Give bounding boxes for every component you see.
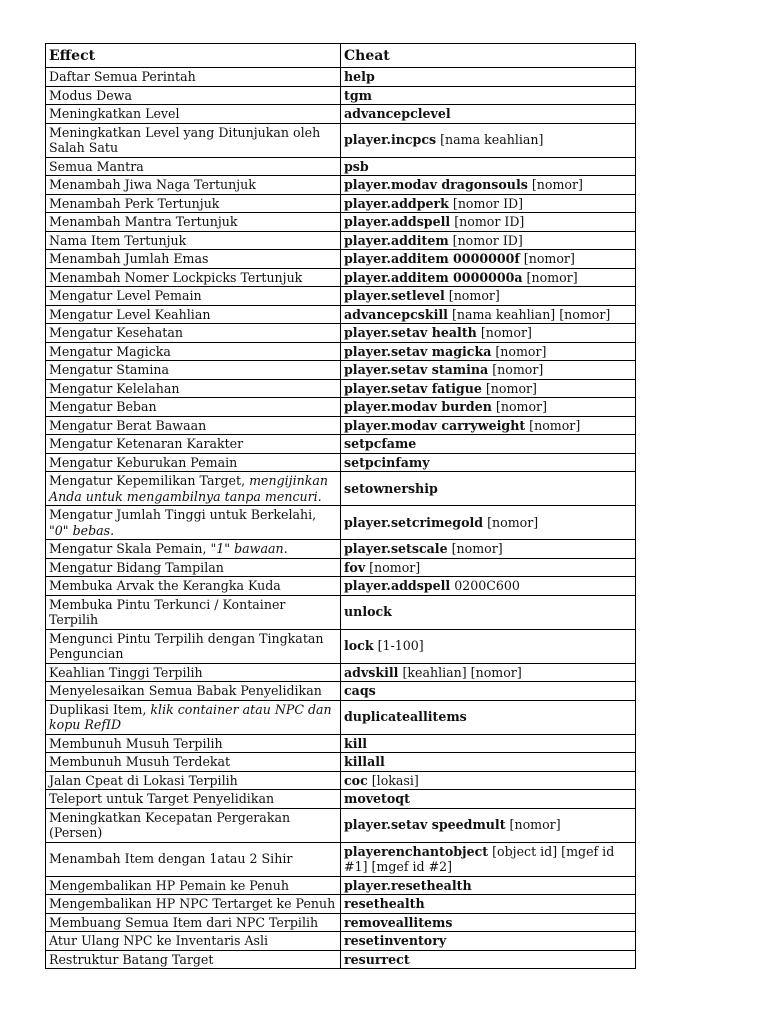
cheat-command: coc [344,772,368,788]
cheat-command: player.setav fatigue [344,380,482,396]
table-row [46,506,636,540]
table-row [46,753,636,772]
cheat-cell [341,950,636,969]
cheat-command: kill [344,735,368,751]
cheat-cell [341,472,636,506]
cheat-argument: [nomor] [365,559,421,575]
cheat-cell [341,913,636,932]
effect-text: Mengatur Ketenaran Karakter [49,436,244,451]
cheat-command: setpcinfamy [344,454,430,470]
cheat-argument: [nomor ID] [448,232,523,248]
cheat-command: killall [344,754,385,769]
table-row [46,416,636,435]
table-row [46,540,636,559]
cheat-cell [341,416,636,435]
cheat-cell [341,663,636,682]
effect-note: "1" bawaan. [210,541,288,556]
effect-cell [46,305,341,324]
effect-text: Menambah Nomer Lockpicks Tertunjuk [49,269,303,285]
cheat-command: resethealth [344,896,425,911]
table-row [46,361,636,380]
table-row [46,577,636,596]
table-row [46,379,636,398]
cheat-cell [341,700,636,734]
table-row [46,472,636,506]
cheat-cell [341,435,636,454]
table-row [46,842,636,876]
effect-cell [46,379,341,398]
cheat-argument: [nomor] [522,269,578,285]
effect-text: Membunuh Musuh Terpilih [49,735,223,751]
cheat-command: fov [344,559,366,575]
effect-cell [46,324,341,343]
cheat-cell [341,932,636,951]
cheat-argument: [nomor] [491,343,547,359]
cheat-cell [341,305,636,324]
effect-text: Duplikasi Item, [49,701,151,717]
effect-text: Mengembalikan HP NPC Tertarget ke Penuh [49,896,336,911]
effect-text: Mengatur Bidang Tampilan [49,559,224,575]
cheat-command: advancepcskill [344,306,448,322]
cheat-argument: [1-100] [373,638,424,654]
cheat-command: setownership [344,480,438,496]
effect-text: Mengatur Berat Bawaan [49,417,207,433]
cheat-cell [341,453,636,472]
cheat-command: player.setcrimegold [344,514,484,530]
cheat-cell [341,213,636,232]
cheat-cell [341,379,636,398]
cheat-cell [341,194,636,213]
effect-note: klik container atau NPC dan kopu RefID [49,701,332,732]
effect-cell [46,250,341,269]
effect-cell [46,842,341,876]
effect-text: Restruktur Batang Target [49,951,214,967]
table-row [46,663,636,682]
effect-cell [46,753,341,772]
cheat-command: player.modav burden [344,399,492,414]
effect-text: Menyelesaikan Semua Babak Penyelidikan [49,683,322,698]
effect-text: Mengatur Level Pemain [49,288,202,303]
cheat-argument: [nomor] [444,288,500,303]
effect-text: Mengatur Beban [49,399,157,414]
effect-text: Meningkatkan Level yang Ditunjukan oleh Salah Satu [49,124,321,155]
effect-text: Mengatur Kepemilikan Target, [49,473,250,488]
effect-text: Membuka Pintu Terkunci / Kontainer Terpilih [49,596,286,627]
cheat-cell [341,342,636,361]
effect-cell [46,558,341,577]
cheat-command: player.addspell [344,214,451,229]
effect-cell [46,700,341,734]
effect-note: mengijinkan Anda untuk mengambilnya tanpa mencuri. [49,473,328,504]
cheat-command: removeallitems [344,914,453,930]
effect-text: Menambah Item dengan 1atau 2 Sihir [49,851,293,867]
effect-cell [46,268,341,287]
table-row [46,250,636,269]
effect-cell [46,771,341,790]
effect-text: Atur Ulang NPC ke Inventaris Asli [49,933,269,948]
effect-text: Membunuh Musuh Terdekat [49,754,231,769]
cheat-command: player.modav carryweight [344,417,526,433]
cheat-command: player.resethealth [344,877,472,893]
table-row [46,268,636,287]
cheat-cell [341,157,636,176]
cheat-cell [341,123,636,157]
cheat-cell [341,540,636,559]
effect-cell [46,540,341,559]
cheat-cell [341,324,636,343]
cheat-argument: [object id] [mgef id #1] [mgef id #2] [344,843,615,874]
effect-note: "0" bebas. [49,522,115,538]
cheat-table [45,43,636,969]
table-row [46,913,636,932]
cheat-command: player.setav magicka [344,343,492,359]
cheat-command: player.setav speedmult [344,817,506,833]
table-row [46,629,636,663]
effect-cell [46,577,341,596]
effect-text: Mengatur Kelelahan [49,380,180,396]
table-row [46,700,636,734]
table-row [46,86,636,105]
cheat-command: player.setlevel [344,288,445,303]
cheat-command: psb [344,158,369,174]
effect-cell [46,808,341,842]
effect-cell [46,86,341,105]
table-row [46,932,636,951]
cheat-argument: [nomor] [491,399,547,414]
cheat-command: player.additem 0000000f [344,251,520,266]
cheat-command: duplicateallitems [344,709,467,725]
table-row [46,324,636,343]
table-header-row [46,44,636,68]
cheat-argument: [nomor] [488,362,544,377]
effect-cell [46,361,341,380]
table-row [46,435,636,454]
cheat-command: player.additem [344,232,449,248]
effect-cell [46,734,341,753]
cheat-command: setpcfame [344,436,417,451]
table-row [46,734,636,753]
effect-text: Nama Item Tertunjuk [49,232,187,248]
effect-cell [46,157,341,176]
cheat-cell [341,682,636,701]
cheat-argument: [nama keahlian] [436,132,544,148]
cheat-command: movetoqt [344,791,410,806]
cheat-command: player.addperk [344,195,449,211]
cheat-cell [341,361,636,380]
cheat-cell [341,68,636,87]
table-row [46,105,636,124]
effect-cell [46,682,341,701]
cheat-argument: [nomor] [527,177,583,192]
cheat-cell [341,86,636,105]
effect-text: Daftar Semua Perintah [49,69,196,84]
table-row [46,305,636,324]
effect-cell [46,194,341,213]
table-row [46,558,636,577]
effect-text: Semua Mantra [49,158,144,174]
cheat-cell [341,506,636,540]
cheat-cell [341,105,636,124]
effect-text: Modus Dewa [49,87,132,103]
table-row [46,176,636,195]
cheat-command: lock [344,638,374,654]
effect-text: Teleport untuk Target Penyelidikan [49,791,275,806]
effect-text: Keahlian Tinggi Terpilih [49,664,203,680]
cheat-argument: [nomor ID] [450,214,525,229]
cheat-cell [341,231,636,250]
cheat-cell [341,250,636,269]
table-row [46,398,636,417]
effect-text: Mengembalikan HP Pemain ke Penuh [49,877,289,893]
effect-cell [46,595,341,629]
effect-cell [46,629,341,663]
cheat-argument: [nomor] [483,514,539,530]
cheat-command: player.setav stamina [344,362,489,377]
table-row [46,790,636,809]
effect-cell [46,876,341,895]
cheat-argument: [nomor] [519,251,575,266]
cheat-argument: [nomor] [525,417,581,433]
cheat-command: player.addspell [344,578,451,593]
effect-text: Meningkatkan Level [49,106,180,121]
effect-text: Meningkatkan Kecepatan Pergerakan (Persen) [49,809,291,840]
cheat-command: caqs [344,683,376,698]
effect-text: Mengatur Level Keahlian [49,306,211,322]
cheat-cell [341,734,636,753]
cheat-argument: [nomor] [447,541,503,556]
table-row [46,682,636,701]
cheat-cell [341,629,636,663]
effect-text: Mengatur Skala Pemain, [49,541,211,556]
effect-cell [46,506,341,540]
cheat-argument: [nama keahlian] [nomor] [447,306,611,322]
effect-cell [46,342,341,361]
table-row [46,231,636,250]
cheat-argument: [keahlian] [nomor] [398,664,522,680]
effect-cell [46,176,341,195]
effect-text: Membuka Arvak the Kerangka Kuda [49,578,281,593]
cheat-command: player.setav health [344,325,477,340]
cheat-command: resetinventory [344,933,447,948]
table-row [46,157,636,176]
cheat-cell [341,176,636,195]
cheat-cell [341,287,636,306]
table-row [46,895,636,914]
effect-cell [46,68,341,87]
table-body [46,68,636,969]
cheat-argument: [nomor] [476,325,532,340]
cheat-cell [341,753,636,772]
effect-cell [46,663,341,682]
effect-text: Menambah Mantra Tertunjuk [49,214,238,229]
effect-cell [46,231,341,250]
cheat-cell [341,398,636,417]
effect-cell [46,950,341,969]
table-row [46,68,636,87]
effect-text: Mengatur Magicka [49,343,171,359]
effect-cell [46,416,341,435]
effect-cell [46,435,341,454]
cheat-cell [341,842,636,876]
cheat-command: player.modav dragonsouls [344,177,528,192]
cheat-command: help [344,69,375,84]
table-row [46,808,636,842]
cheat-command: unlock [344,604,392,620]
cheat-command: player.setscale [344,541,448,556]
effect-cell [46,398,341,417]
cheat-argument: [nomor ID] [448,195,524,211]
cheat-argument: [nomor] [505,817,561,833]
effect-cell [46,895,341,914]
effect-cell [46,932,341,951]
effect-text: Mengatur Keburukan Pemain [49,454,238,470]
table-row [46,194,636,213]
effect-text: Mengatur Stamina [49,362,170,377]
cheat-cell [341,268,636,287]
cheat-cell [341,790,636,809]
table-row [46,876,636,895]
cheat-argument: [lokasi] [367,772,419,788]
effect-cell [46,123,341,157]
table-row [46,342,636,361]
effect-text: Menambah Jumlah Emas [49,251,209,266]
cheat-cell [341,895,636,914]
cheat-command: player.additem 0000000a [344,269,523,285]
effect-cell [46,472,341,506]
cheat-cell [341,808,636,842]
cheat-cell [341,595,636,629]
table-row [46,771,636,790]
cheat-command: resurrect [344,951,410,967]
cheat-cell [341,876,636,895]
effect-cell [46,453,341,472]
table-row [46,123,636,157]
cheat-command: player.incpcs [344,132,437,148]
table-row [46,287,636,306]
effect-text: Menambah Perk Tertunjuk [49,195,220,211]
effect-text: Mengatur Jumlah Tinggi untuk Berkelahi, [49,507,317,522]
effect-text: Mengatur Kesehatan [49,325,183,340]
effect-cell [46,287,341,306]
effect-cell [46,790,341,809]
cheat-cell [341,577,636,596]
cheat-cell [341,771,636,790]
table-row [46,595,636,629]
cheat-command: tgm [344,87,372,103]
effect-text: Jalan Cpeat di Lokasi Terpilih [49,772,238,788]
cheat-command: advskill [344,664,399,680]
effect-cell [46,913,341,932]
cheat-argument: 0200C600 [450,578,520,593]
table-row [46,950,636,969]
effect-text: Mengunci Pintu Terpilih dengan Tingkatan Penguncian [49,630,324,661]
table-row [46,213,636,232]
effect-text: Membuang Semua Item dari NPC Terpilih [49,914,319,930]
table-row [46,453,636,472]
header-effect: Effect [46,44,341,68]
effect-text: Menambah Jiwa Naga Tertunjuk [49,177,256,192]
effect-cell [46,105,341,124]
cheat-cell [341,558,636,577]
effect-cell [46,213,341,232]
cheat-command: advancepclevel [344,106,451,121]
header-cheat: Cheat [341,44,636,68]
cheat-command: playerenchantobject [344,843,489,859]
cheat-argument: [nomor] [481,380,537,396]
